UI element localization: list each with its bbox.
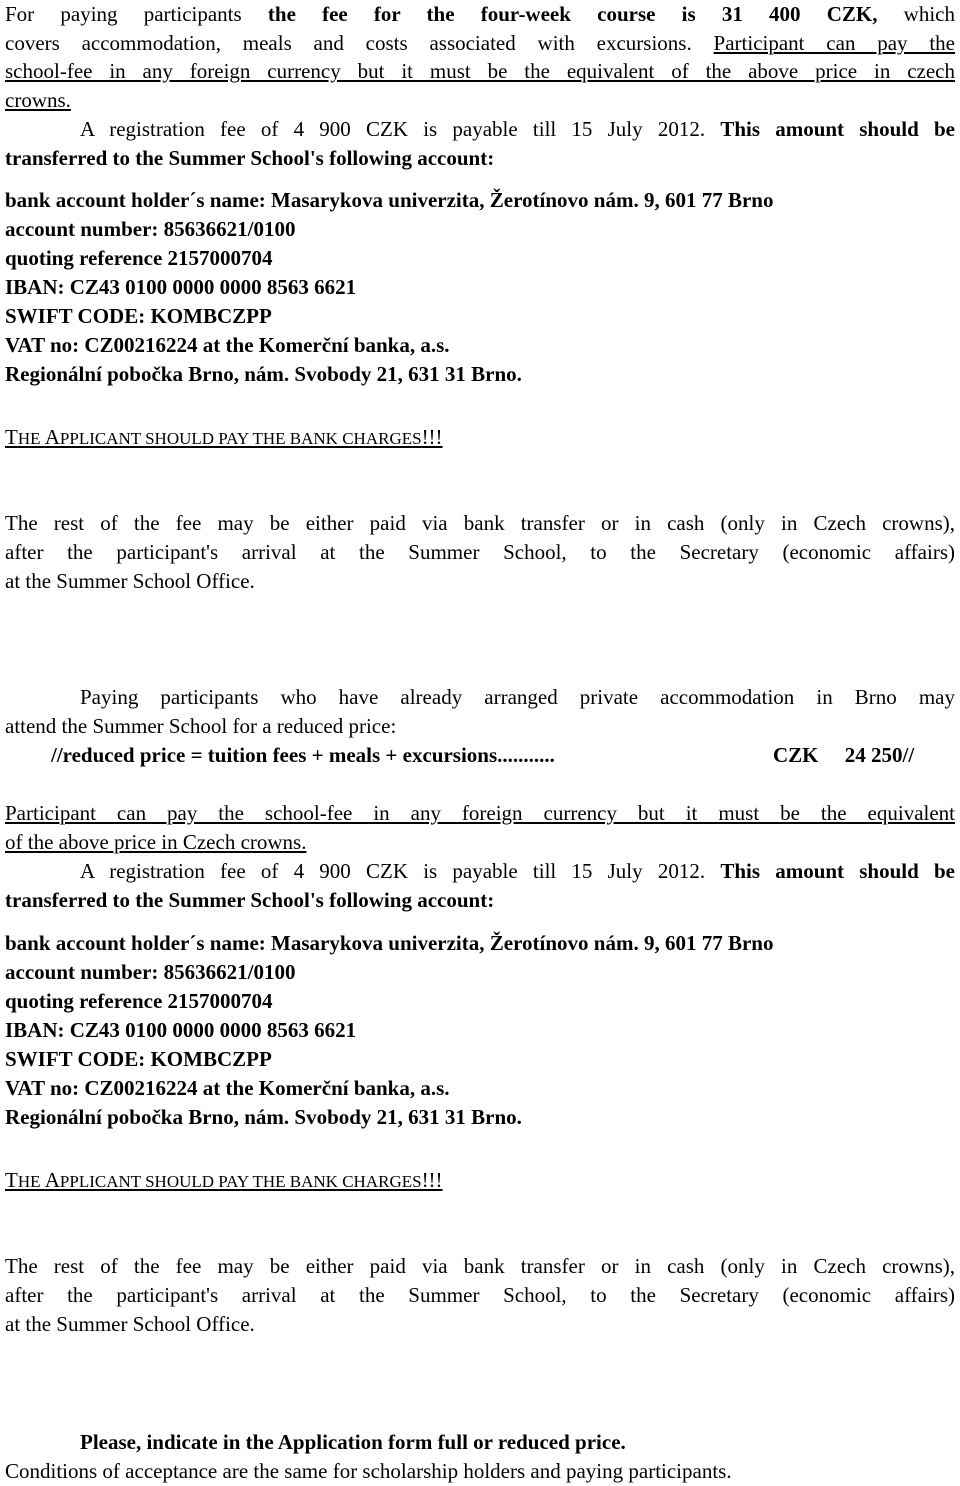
account-number-2: account number: 85636621/0100 (5, 960, 296, 984)
currency-note-2-line-2: of the above price in Czech crowns. (5, 830, 307, 854)
rest-fee-line-1: The rest of the fee may be either paid via bank transfer or in cash (only in Czech crowns), (5, 511, 955, 535)
transfer-instruction-start-2: This amount should be (720, 859, 956, 883)
quoting-reference-2: quoting reference 2157000704 (5, 989, 273, 1013)
indicate-price-note: Please, indicate in the Application form full or reduced price. (80, 1430, 626, 1454)
swift-code: SWIFT CODE: KOMBCZPP (5, 304, 272, 328)
reduced-intro-line-2: attend the Summer School for a reduced price: (5, 714, 397, 738)
fee-intro-tail: which (877, 2, 956, 26)
currency-note-line: school-fee in any foreign currency but it must be the equivalent of the above price in czech (5, 59, 955, 83)
rest-fee-2-line-2: after the participant's arrival at the Summer School, to the Secretary (economic affairs) (5, 1283, 955, 1307)
registration-line-2 (5, 857, 955, 886)
fee-intro-text: For paying participants (5, 2, 268, 26)
fee-paragraph-line-1 (5, 0, 955, 29)
bank-branch-2: Regionální pobočka Brno, nám. Svobody 21, 631 31 Brno. (5, 1105, 522, 1129)
reduced-intro-line-1: Paying participants who have already arranged private accommodation in Brno may (80, 685, 955, 709)
registration-line (5, 115, 955, 144)
fee-amount-text: the fee for the four-week course is 31 400 CZK, (267, 2, 878, 26)
reduced-price-formula (51, 741, 955, 770)
reduced-amount: CZK 24 250// (773, 743, 915, 767)
bank-branch: Regionální pobočka Brno, nám. Svobody 21, 631 31 Brno. (5, 362, 522, 386)
reduced-formula-text: //reduced price = tuition fees + meals + excursions........... (51, 743, 555, 767)
account-number: account number: 85636621/0100 (5, 217, 296, 241)
currency-note-start: Participant can pay the (713, 31, 955, 55)
fee-paragraph-line-2 (5, 29, 955, 58)
transfer-instruction-2: transferred to the Summer School's following account: (5, 888, 495, 912)
currency-note-2-line-1: Participant can pay the school-fee in any foreign currency but it must be the equivalent (5, 801, 955, 825)
transfer-instruction: transferred to the Summer School's following account: (5, 146, 495, 170)
transfer-instruction-start: This amount should be (720, 117, 956, 141)
rest-fee-2-line-3: at the Summer School Office. (5, 1312, 255, 1336)
rest-fee-line-2: after the participant's arrival at the Summer School, to the Secretary (economic affairs) (5, 540, 955, 564)
iban-2: IBAN: CZ43 0100 0000 0000 8563 6621 (5, 1018, 357, 1042)
rest-fee-2-line-1: The rest of the fee may be either paid via bank transfer or in cash (only in Czech crowns), (5, 1254, 955, 1278)
iban: IBAN: CZ43 0100 0000 0000 8563 6621 (5, 275, 357, 299)
rest-fee-line-3: at the Summer School Office. (5, 569, 255, 593)
quoting-reference: quoting reference 2157000704 (5, 246, 273, 270)
registration-fee-text-2: A registration fee of 4 900 CZK is payable till 15 July 2012. (80, 859, 721, 883)
currency-note-end: crowns. (5, 88, 71, 112)
swift-code-2: SWIFT CODE: KOMBCZPP (5, 1047, 272, 1071)
vat-number: VAT no: CZ00216224 at the Komerční banka, a.s. (5, 333, 450, 357)
registration-fee-text: A registration fee of 4 900 CZK is payable till 15 July 2012. (80, 117, 721, 141)
vat-number-2: VAT no: CZ00216224 at the Komerční banka, a.s. (5, 1076, 450, 1100)
bank-charges-notice-2: THE APPLICANT SHOULD PAY THE BANK CHARGES!!! (5, 1168, 443, 1192)
account-holder-2: bank account holder´s name: Masarykova univerzita, Žerotínovo nám. 9, 601 77 Brno (5, 931, 774, 955)
bank-charges-notice: THE APPLICANT SHOULD PAY THE BANK CHARGES!!! (5, 425, 443, 449)
fee-covers-text: covers accommodation, meals and costs associated with excursions. (5, 31, 714, 55)
conditions-note: Conditions of acceptance are the same for scholarship holders and paying participants. (5, 1459, 732, 1483)
account-holder: bank account holder´s name: Masarykova univerzita, Žerotínovo nám. 9, 601 77 Brno (5, 188, 774, 212)
